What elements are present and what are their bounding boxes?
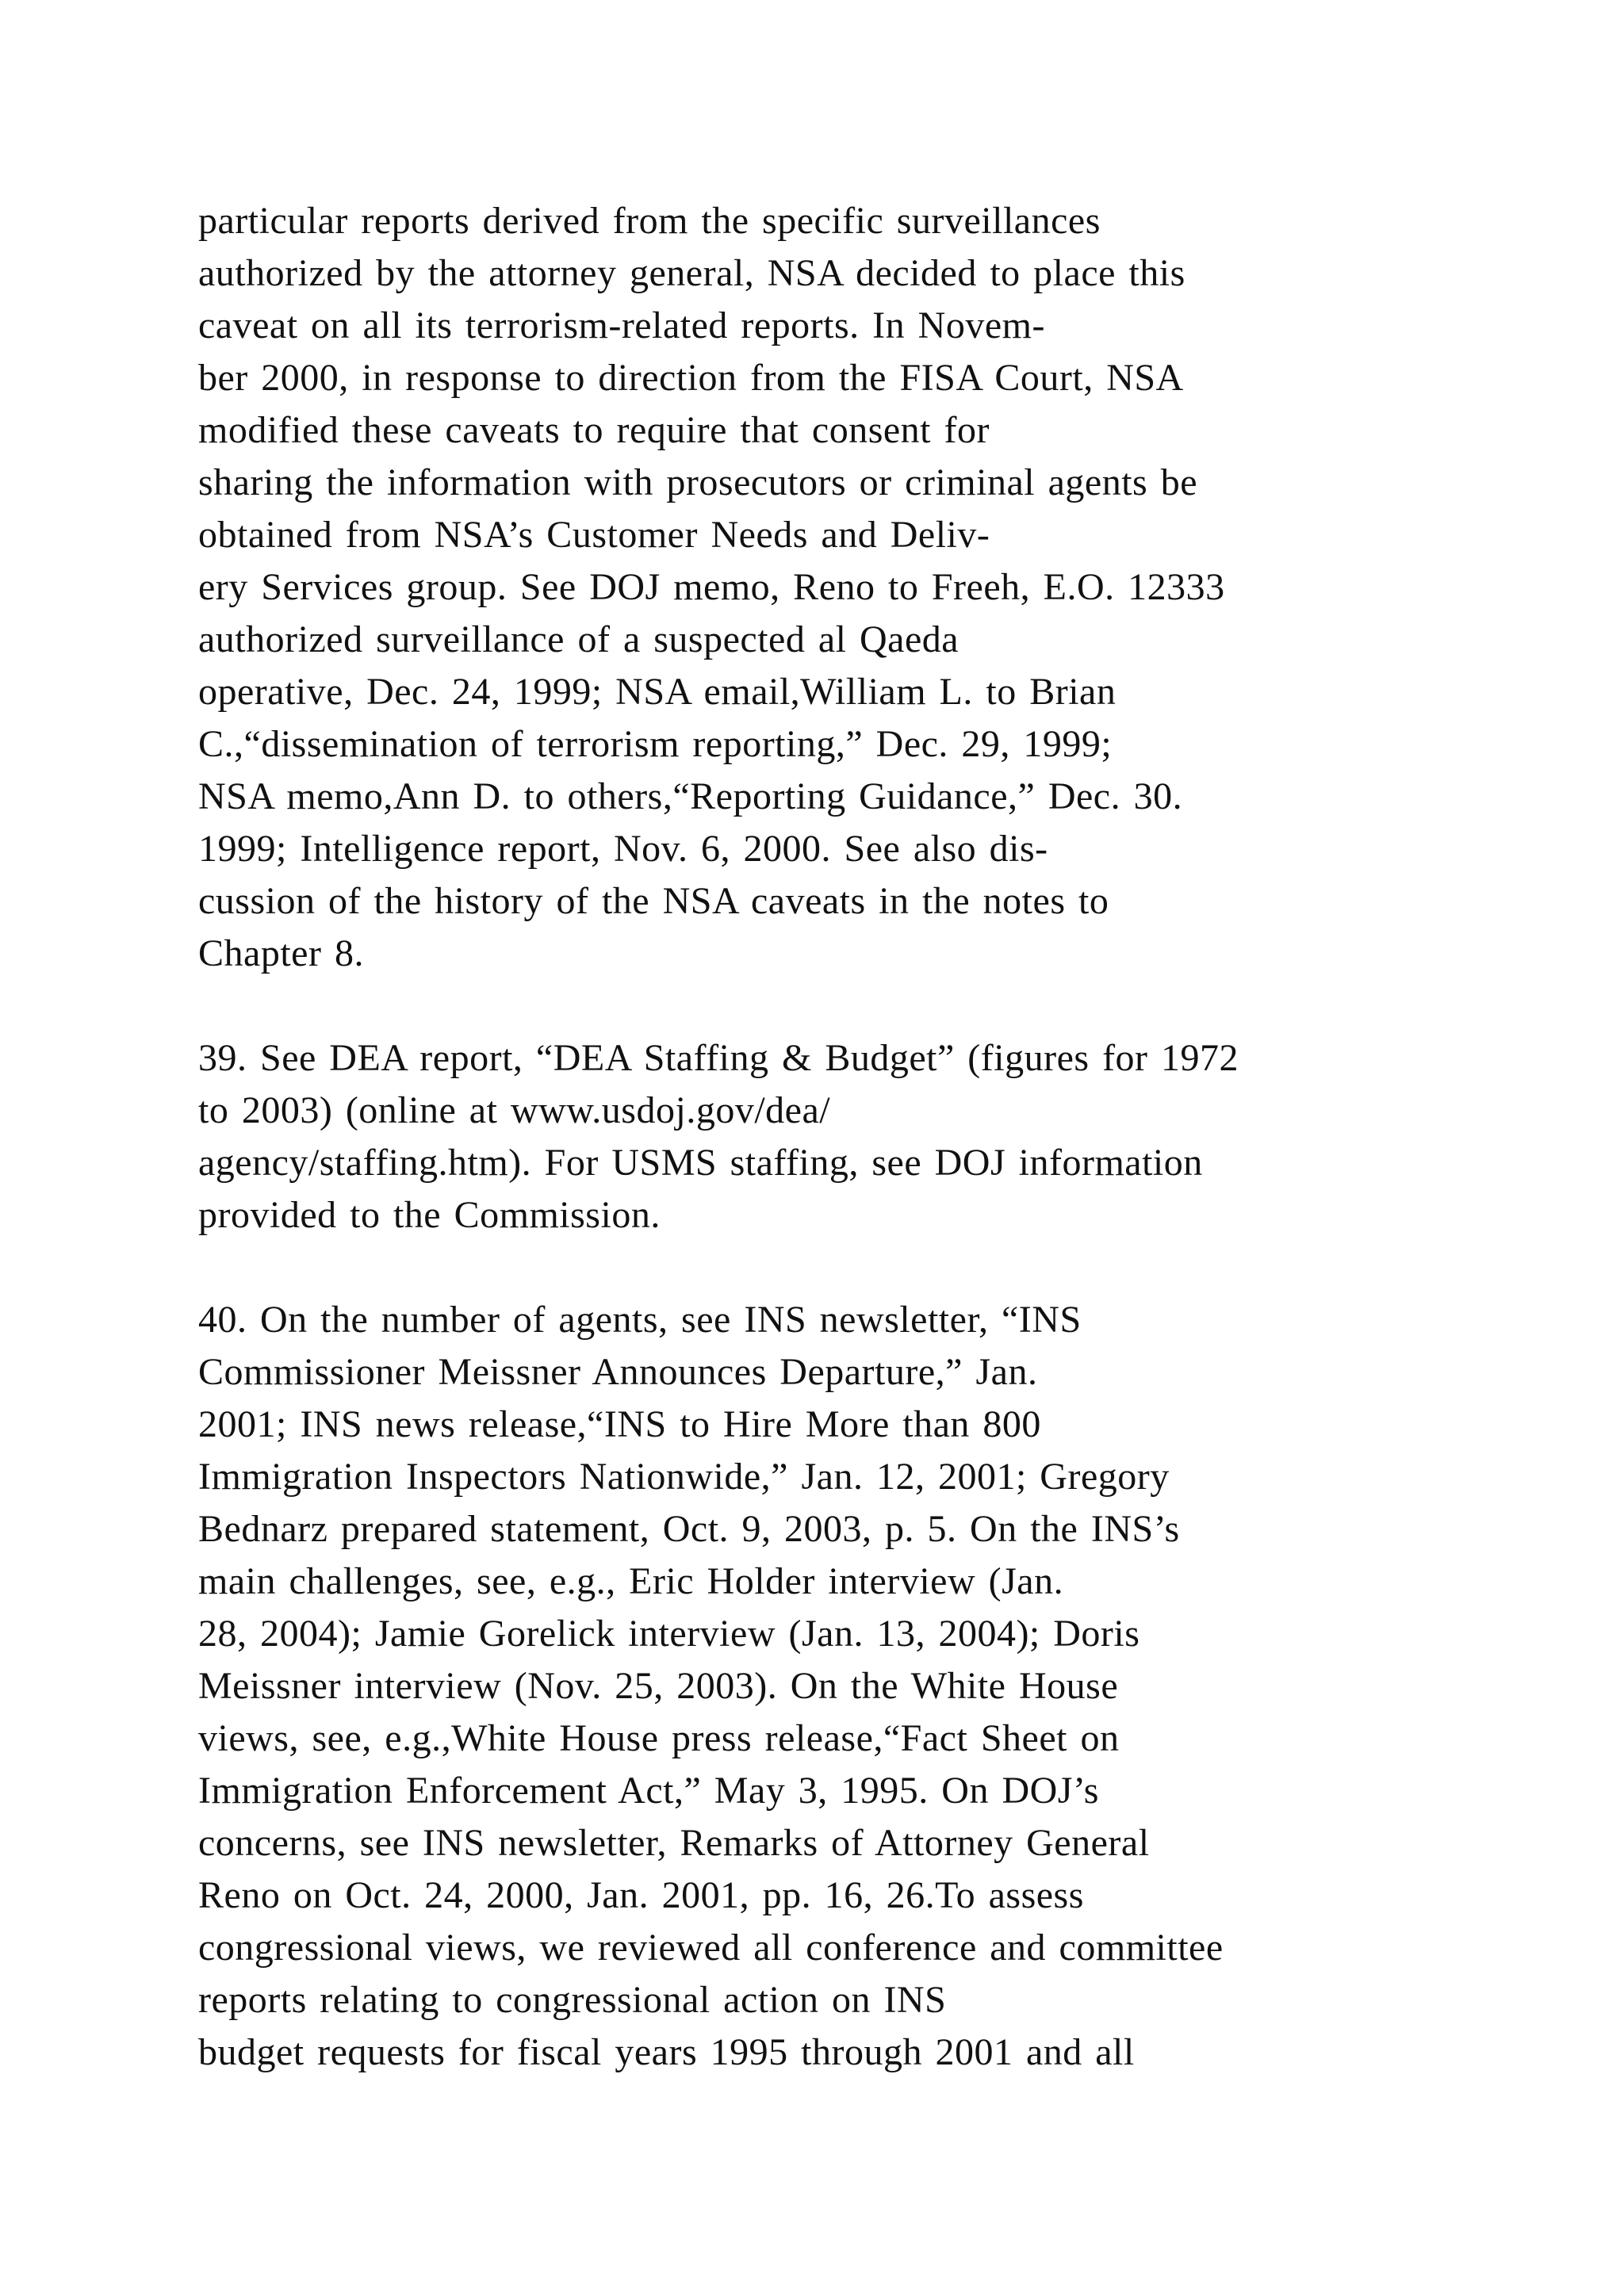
text-line: authorized surveillance of a suspected al Qaeda xyxy=(198,618,959,660)
text-line: Bednarz prepared statement, Oct. 9, 2003, p. 5. On the INS’s xyxy=(198,1508,1180,1550)
text-line: obtained from NSA’s Customer Needs and Deliv- xyxy=(198,514,990,556)
text-line: congressional views, we reviewed all conference and committee xyxy=(198,1927,1224,1969)
text-line: cussion of the history of the NSA caveats in the notes to xyxy=(198,880,1109,922)
endnote-40 xyxy=(198,1294,1483,2079)
text-line: to 2003) (online at www.usdoj.gov/dea/ xyxy=(198,1089,831,1131)
text-line: Immigration Enforcement Act,” May 3, 1995. On DOJ’s xyxy=(198,1770,1099,1812)
text-line: Reno on Oct. 24, 2000, Jan. 2001, pp. 16, 26.To assess xyxy=(198,1874,1084,1916)
text-line: budget requests for fiscal years 1995 through 2001 and all xyxy=(198,2031,1135,2073)
text-line: authorized by the attorney general, NSA decided to place this xyxy=(198,252,1185,294)
endnote-39 xyxy=(198,1032,1483,1242)
text-line: Chapter 8. xyxy=(198,932,364,974)
text-line: 28, 2004); Jamie Gorelick interview (Jan. 13, 2004); Doris xyxy=(198,1613,1140,1655)
paragraph-gap xyxy=(198,1242,1483,1294)
text-line: 1999; Intelligence report, Nov. 6, 2000. See also dis- xyxy=(198,828,1048,870)
text-line: particular reports derived from the specific surveillances xyxy=(198,200,1101,242)
text-line: Commissioner Meissner Announces Departure,” Jan. xyxy=(198,1351,1038,1393)
endnote-38-continuation xyxy=(198,195,1483,980)
text-line: sharing the information with prosecutors or criminal agents be xyxy=(198,461,1198,503)
text-line: provided to the Commission. xyxy=(198,1194,661,1236)
text-line: modified these caveats to require that consent for xyxy=(198,409,990,451)
text-line: operative, Dec. 24, 1999; NSA email,William L. to Brian xyxy=(198,671,1116,713)
text-line: main challenges, see, e.g., Eric Holder interview (Jan. xyxy=(198,1560,1064,1602)
text-line: reports relating to congressional action on INS xyxy=(198,1979,947,2021)
text-line: ber 2000, in response to direction from the FISA Court, NSA xyxy=(198,357,1184,399)
text-line: agency/staffing.htm). For USMS staffing, see DOJ information xyxy=(198,1142,1203,1184)
text-line: caveat on all its terrorism-related reports. In Novem- xyxy=(198,304,1045,346)
text-line: Immigration Inspectors Nationwide,” Jan. 12, 2001; Gregory xyxy=(198,1456,1170,1498)
paragraph-gap xyxy=(198,980,1483,1032)
text-line: ery Services group. See DOJ memo, Reno to Freeh, E.O. 12333 xyxy=(198,566,1225,608)
text-line: C.,“dissemination of terrorism reporting,” Dec. 29, 1999; xyxy=(198,723,1113,765)
text-line: Meissner interview (Nov. 25, 2003). On the White House xyxy=(198,1665,1119,1707)
text-line: NSA memo,Ann D. to others,“Reporting Guidance,” Dec. 30. xyxy=(198,775,1183,817)
text-line: 39. See DEA report, “DEA Staffing & Budget” (figures for 1972 xyxy=(198,1037,1239,1079)
text-line: views, see, e.g.,White House press release,“Fact Sheet on xyxy=(198,1717,1120,1759)
text-line: 40. On the number of agents, see INS newsletter, “INS xyxy=(198,1299,1082,1341)
text-line: 2001; INS news release,“INS to Hire More than 800 xyxy=(198,1403,1041,1445)
text-line: concerns, see INS newsletter, Remarks of Attorney General xyxy=(198,1822,1150,1864)
document-page xyxy=(198,195,1483,2079)
